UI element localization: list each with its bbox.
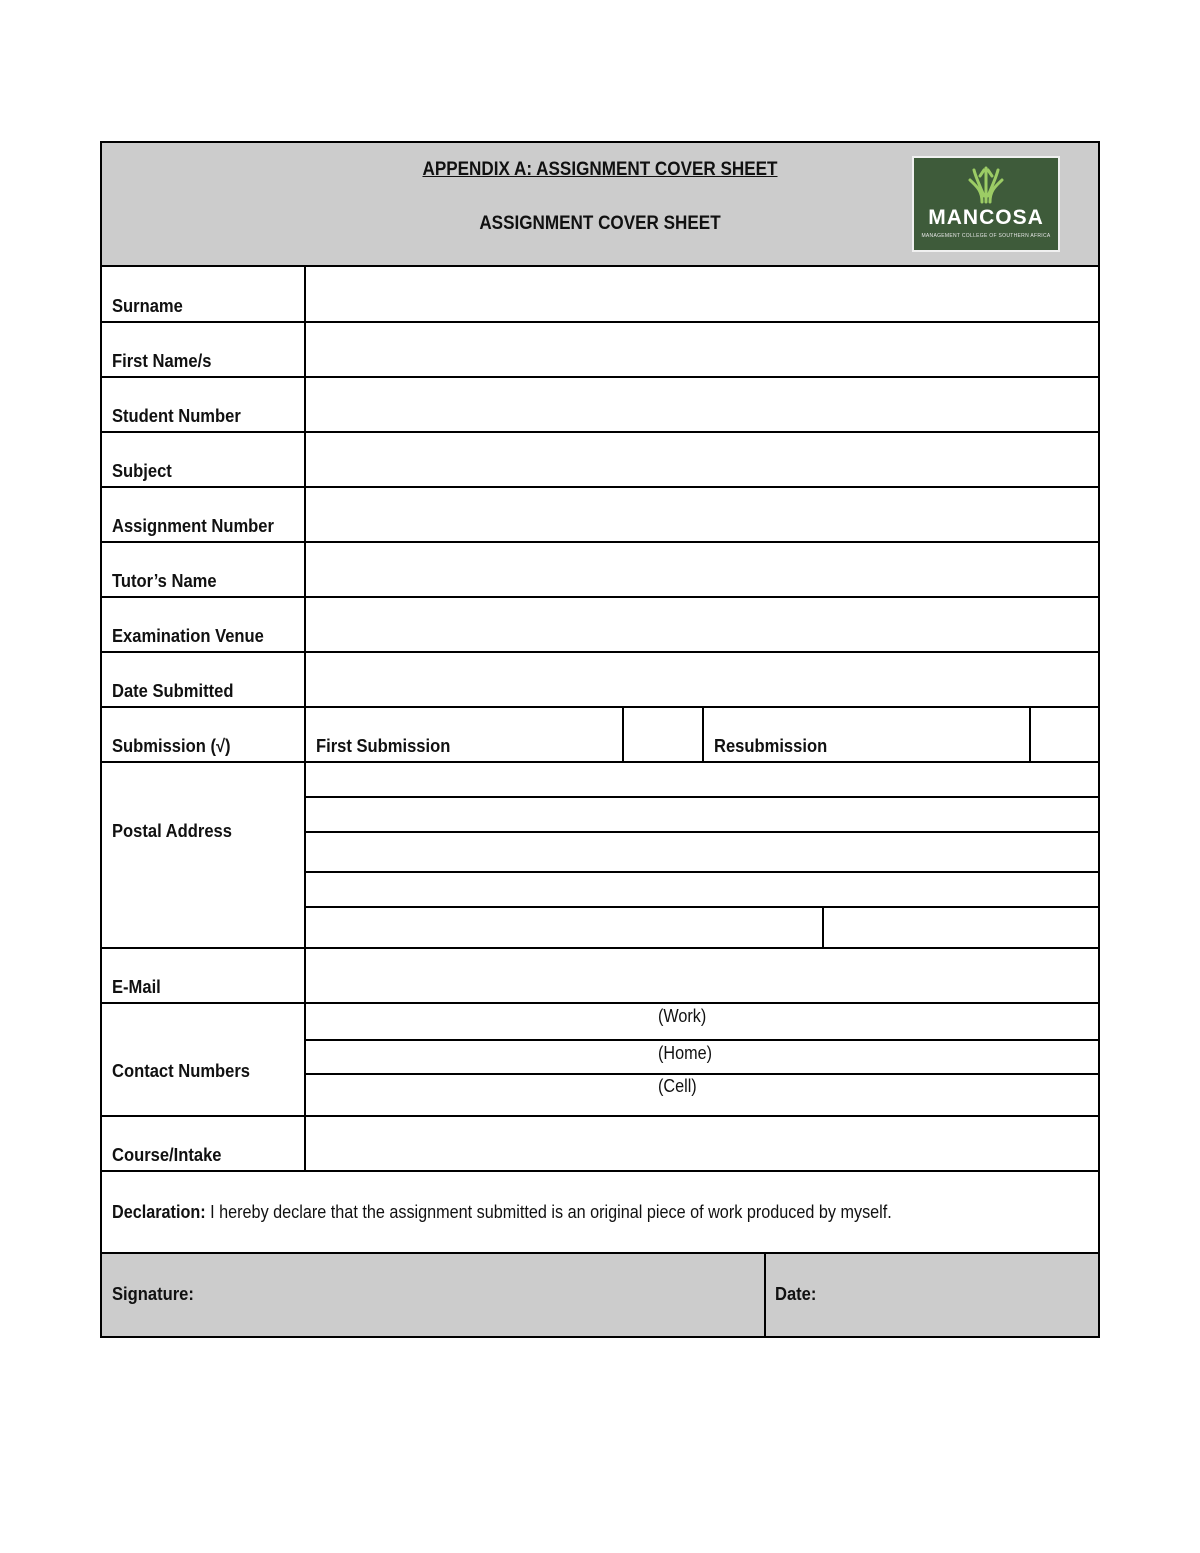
- first-submission-checkbox[interactable]: [624, 708, 702, 761]
- email-label: E-Mail: [112, 977, 161, 997]
- email-input[interactable]: [306, 949, 1098, 1002]
- sheet-title: ASSIGNMENT COVER SHEET: [479, 213, 721, 234]
- declaration-text: I hereby declare that the assignment submitted is an original piece of work produced by myself.: [205, 1202, 892, 1222]
- contact-numbers-row: [102, 1004, 1098, 1117]
- student-number-label: Student Number: [112, 406, 241, 426]
- contact-cell-label: (Cell): [658, 1076, 697, 1096]
- postal-address-label: Postal Address: [112, 821, 232, 841]
- examination-venue-row: [102, 598, 1098, 653]
- submission-label: Submission (√): [112, 736, 231, 756]
- surname-row: [102, 267, 1098, 323]
- postal-address-row: [102, 763, 1098, 949]
- postal-address-city[interactable]: [306, 908, 822, 947]
- email-row: [102, 949, 1098, 1004]
- examination-venue-label: Examination Venue: [112, 626, 264, 646]
- appendix-title: APPENDIX A: ASSIGNMENT COVER SHEET: [422, 159, 778, 180]
- subject-input[interactable]: [306, 433, 1098, 486]
- first-name-input[interactable]: [306, 323, 1098, 376]
- date-submitted-row: [102, 653, 1098, 708]
- declaration-label: Declaration:: [112, 1202, 206, 1222]
- assignment-number-label: Assignment Number: [112, 516, 274, 536]
- date-field[interactable]: [766, 1254, 1098, 1336]
- signature-row: [102, 1254, 1098, 1336]
- postal-address-code[interactable]: [824, 908, 1098, 947]
- resubmission-label: Resubmission: [714, 736, 828, 756]
- subject-row: [102, 433, 1098, 488]
- course-intake-input[interactable]: [306, 1117, 1098, 1170]
- signature-label: Signature:: [112, 1284, 194, 1304]
- surname-input[interactable]: [306, 267, 1098, 321]
- contact-numbers-label: Contact Numbers: [112, 1061, 251, 1081]
- student-number-input[interactable]: [306, 378, 1098, 431]
- course-intake-label: Course/Intake: [112, 1145, 222, 1165]
- resubmission-checkbox[interactable]: [1031, 708, 1098, 761]
- student-number-row: [102, 378, 1098, 433]
- declaration: [112, 1202, 892, 1223]
- date-submitted-label: Date Submitted: [112, 681, 234, 701]
- form-header: [102, 143, 1098, 267]
- tutor-name-row: [102, 543, 1098, 598]
- row-divider: [702, 708, 704, 761]
- assignment-number-row: [102, 488, 1098, 543]
- logo-tagline: MANAGEMENT COLLEGE OF SOUTHERN AFRICA: [921, 233, 1051, 239]
- tree-logo-icon: [962, 166, 1010, 204]
- row-divider: [304, 708, 306, 761]
- tutor-name-label: Tutor’s Name: [112, 571, 217, 591]
- first-name-row: [102, 323, 1098, 378]
- contact-home-label: (Home): [658, 1043, 713, 1063]
- postal-address-line-3[interactable]: [306, 833, 1098, 871]
- first-submission-label: First Submission: [316, 736, 451, 756]
- logo-name: MANCOSA: [928, 206, 1044, 229]
- course-intake-row: [102, 1117, 1098, 1172]
- mancosa-logo: [912, 156, 1060, 252]
- date-submitted-input[interactable]: [306, 653, 1098, 706]
- tutor-name-input[interactable]: [306, 543, 1098, 596]
- date-label: Date:: [775, 1284, 817, 1304]
- assignment-number-input[interactable]: [306, 488, 1098, 541]
- examination-venue-input[interactable]: [306, 598, 1098, 651]
- subject-label: Subject: [112, 461, 172, 481]
- postal-address-line-1[interactable]: [306, 763, 1098, 796]
- surname-label: Surname: [112, 296, 183, 316]
- declaration-row: [102, 1172, 1098, 1254]
- first-name-label: First Name/s: [112, 351, 212, 371]
- postal-address-line-4[interactable]: [306, 873, 1098, 906]
- contact-work-label: (Work): [658, 1006, 707, 1026]
- signature-field[interactable]: [102, 1254, 764, 1336]
- contact-cell-input[interactable]: [306, 1075, 1098, 1115]
- postal-address-line-2[interactable]: [306, 798, 1098, 831]
- cover-sheet-form: [100, 141, 1100, 1338]
- submission-row: [102, 708, 1098, 763]
